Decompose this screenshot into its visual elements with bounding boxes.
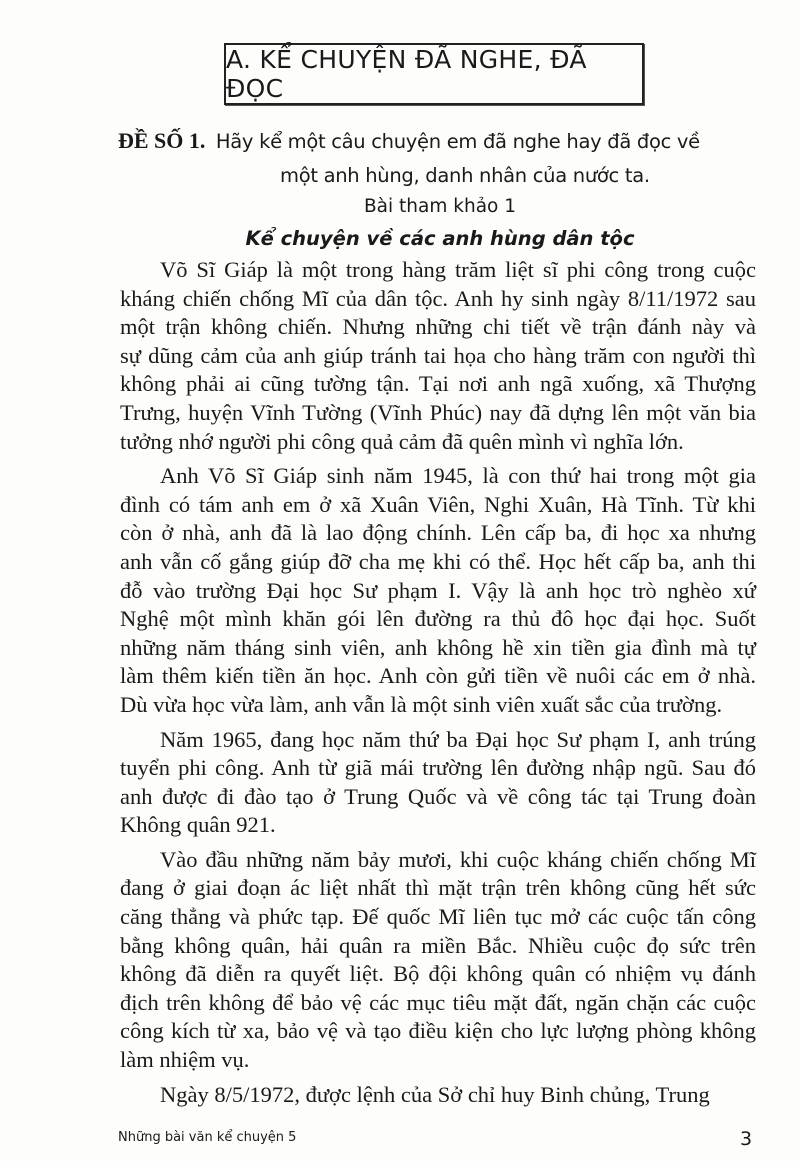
question-line1 [118, 124, 798, 159]
paragraph-line: Anh Võ Sĩ Giáp sinh năm 1945, là con thứ hai trong một gia [160, 463, 756, 489]
story-body [120, 256, 756, 1109]
paragraph [120, 726, 756, 840]
paragraph-line: tuyển phi công. Anh từ giã mái trường lên đường nhập ngũ. Sau đó [120, 755, 756, 781]
question-text-line1: Hãy kể một câu chuyện em đã nghe hay đã đọc về [215, 130, 700, 153]
paragraph-line: không đã diễn ra quyết liệt. Bộ đội không quân có nhiệm vụ đánh [120, 961, 756, 987]
paragraph-line: Ngày 8/5/1972, được lệnh của Sở chỉ huy Binh chủng, Trung [160, 1081, 710, 1107]
paragraph-line: còn ở nhà, anh đã là lao động chính. Lên cấp ba, đi học xa nhưng [120, 520, 756, 546]
paragraph [120, 1081, 756, 1110]
paragraph-line: Dù vừa học vừa làm, anh vẫn là một sinh viên xuất sắc của trường. [120, 691, 723, 717]
question-text-line2: một anh hùng, danh nhân của nước ta. [280, 164, 650, 187]
paragraph-line: đình có tám anh em ở xã Xuân Viên, Nghi Xuân, Hà Tĩnh. Từ khi [120, 491, 756, 517]
paragraph-line: tưởng nhớ người phi công quả cảm đã quên mình vì nghĩa lớn. [120, 428, 684, 454]
paragraph-line: Võ Sĩ Giáp là một trong hàng trăm liệt sĩ phi công trong cuộc [160, 257, 756, 282]
paragraph-line: kháng chiến chống Mĩ của dân tộc. Anh hy sinh ngày 8/11/1972 sau [120, 285, 756, 311]
paragraph-line: sự dũng cảm của anh giúp tránh tai họa cho hàng trăm con người thì [120, 342, 756, 368]
question [118, 124, 798, 193]
paragraph [120, 462, 756, 719]
story-title: Kể chuyện về các anh hùng dân tộc [245, 227, 635, 250]
section-title-box [224, 43, 644, 105]
paragraph-line: đỗ vào trường Đại học Sư phạm I. Vậy là anh học trò nghèo xứ [120, 577, 756, 603]
footer-book-title: Những bài văn kể chuyện 5 [118, 1130, 297, 1145]
paragraph-line: bằng không quân, hải quân ra miền Bắc. Nhiều cuộc đọ sức trên [120, 932, 756, 958]
paragraph-line: Vào đầu những năm bảy mươi, khi cuộc kháng chiến chống Mĩ [160, 846, 756, 872]
paragraph-line: Nghệ một mình khăn gói lên đường ra thủ đô học đại học. Suốt [120, 606, 756, 632]
paragraph-line: anh được đi đào tạo ở Trung Quốc và về công tác tại Trung đoàn [120, 783, 756, 809]
paragraph-line: làm thêm kiến tiền ăn học. Anh còn gửi tiền về nuôi các em ở nhà. [120, 663, 756, 689]
paragraph [120, 846, 756, 1075]
paragraph-line: không phải ai cũng tường tận. Tại nơi anh ngã xuống, xã Thượng [120, 371, 756, 397]
reference-label: Bài tham khảo 1 [363, 196, 516, 217]
paragraph-line: căng thẳng và phức tạp. Đế quốc Mĩ liên tục mở các cuộc tấn công [120, 904, 756, 930]
paragraph-line: làm nhiệm vụ. [120, 1047, 250, 1073]
paragraph-line: công kích từ xa, bảo vệ và tạo điều kiện cho lực lượng phòng không [120, 1018, 756, 1044]
paragraph-line: Trưng, huyện Vĩnh Tường (Vĩnh Phúc) nay đã dựng lên một văn bia [120, 399, 756, 425]
paragraph [120, 256, 756, 456]
paragraph-line: địch trên không để bảo vệ các mục tiêu mặt đất, ngăn chặn các cuộc [120, 989, 756, 1015]
paragraph-line: những năm tháng sinh viên, anh không hề xin tiền gia đình mà tự [120, 634, 756, 660]
question-label: ĐỀ SỐ 1. [118, 128, 206, 153]
paragraph-line: anh vẫn cố gắng giúp đỡ cha mẹ khi có thể. Học hết cấp ba, anh thi [120, 548, 756, 574]
paragraph-line: Không quân 921. [120, 812, 276, 838]
paragraph-line: một trận không chiến. Nhưng những chi tiết về trận đánh này và [120, 314, 756, 340]
page-number: 3 [740, 1128, 753, 1150]
section-title: A. KỂ CHUYỆN ĐÃ NGHE, ĐÃ ĐỌC [226, 45, 587, 103]
paragraph-line: đang ở giai đoạn ác liệt nhất thì mặt trận trên không cũng hết sức [120, 875, 756, 901]
paragraph-line: Năm 1965, đang học năm thứ ba Đại học Sư phạm I, anh trúng [160, 726, 756, 752]
